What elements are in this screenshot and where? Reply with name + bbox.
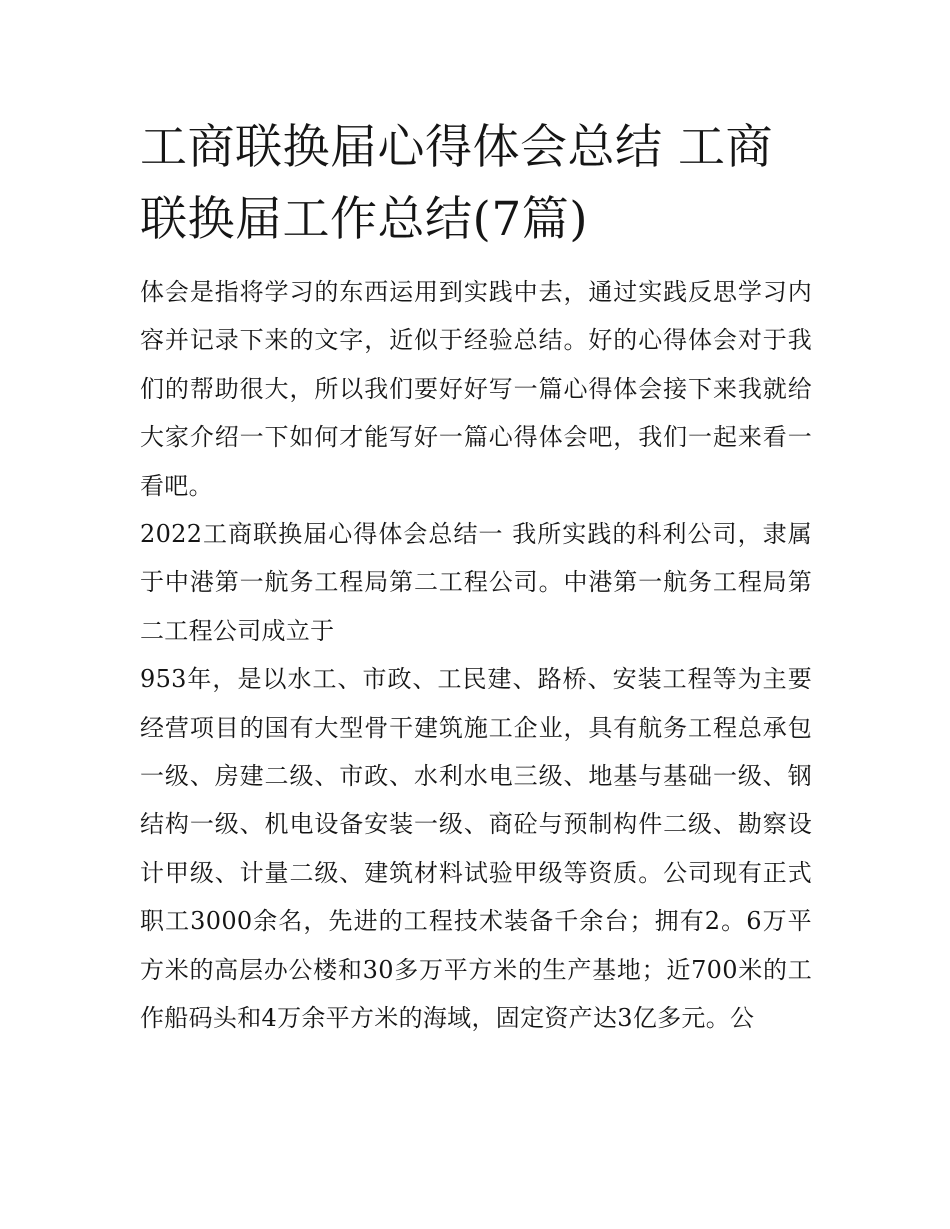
company-profile-paragraph: 953年，是以水工、市政、工民建、路桥、安装工程等为主要经营项目的国有大型骨干建筑施工企业，具有航务工程总承包一级、房建二级、市政、水利水电三级、地基与基础一级、钢结构一级、机电设备安装一级、商砼与预制构件二级、勘察设计甲级、计量二级、建筑材料试验甲级等资质。公司现有正式职工3000余名，先进的工程技术装备千余台；拥有2。6万平方米的高层办公楼和30多万平方米的生产基地；近700米的工作船码头和4万余平方米的海域，固定资产达3亿多元。公 [140,665,812,1033]
intro-paragraph: 体会是指将学习的东西运用到实践中去，通过实践反思学习内容并记录下来的文字，近似于经验总结。好的心得体会对于我们的帮助很大，所以我们要好好写一篇心得体会接下来我就给大家介绍一下如何才能写好一篇心得体会吧，我们一起来看一看吧。 [140,278,812,500]
section-one-paragraph: 2022工商联换届心得体会总结一 我所实践的科利公司，隶属于中港第一航务工程局第二工程公司。中港第一航务工程局第二工程公司成立于 [140,520,812,645]
document-body [140,112,812,1043]
document-title: 工商联换届心得体会总结 工商联换届工作总结(7篇) [140,120,773,247]
